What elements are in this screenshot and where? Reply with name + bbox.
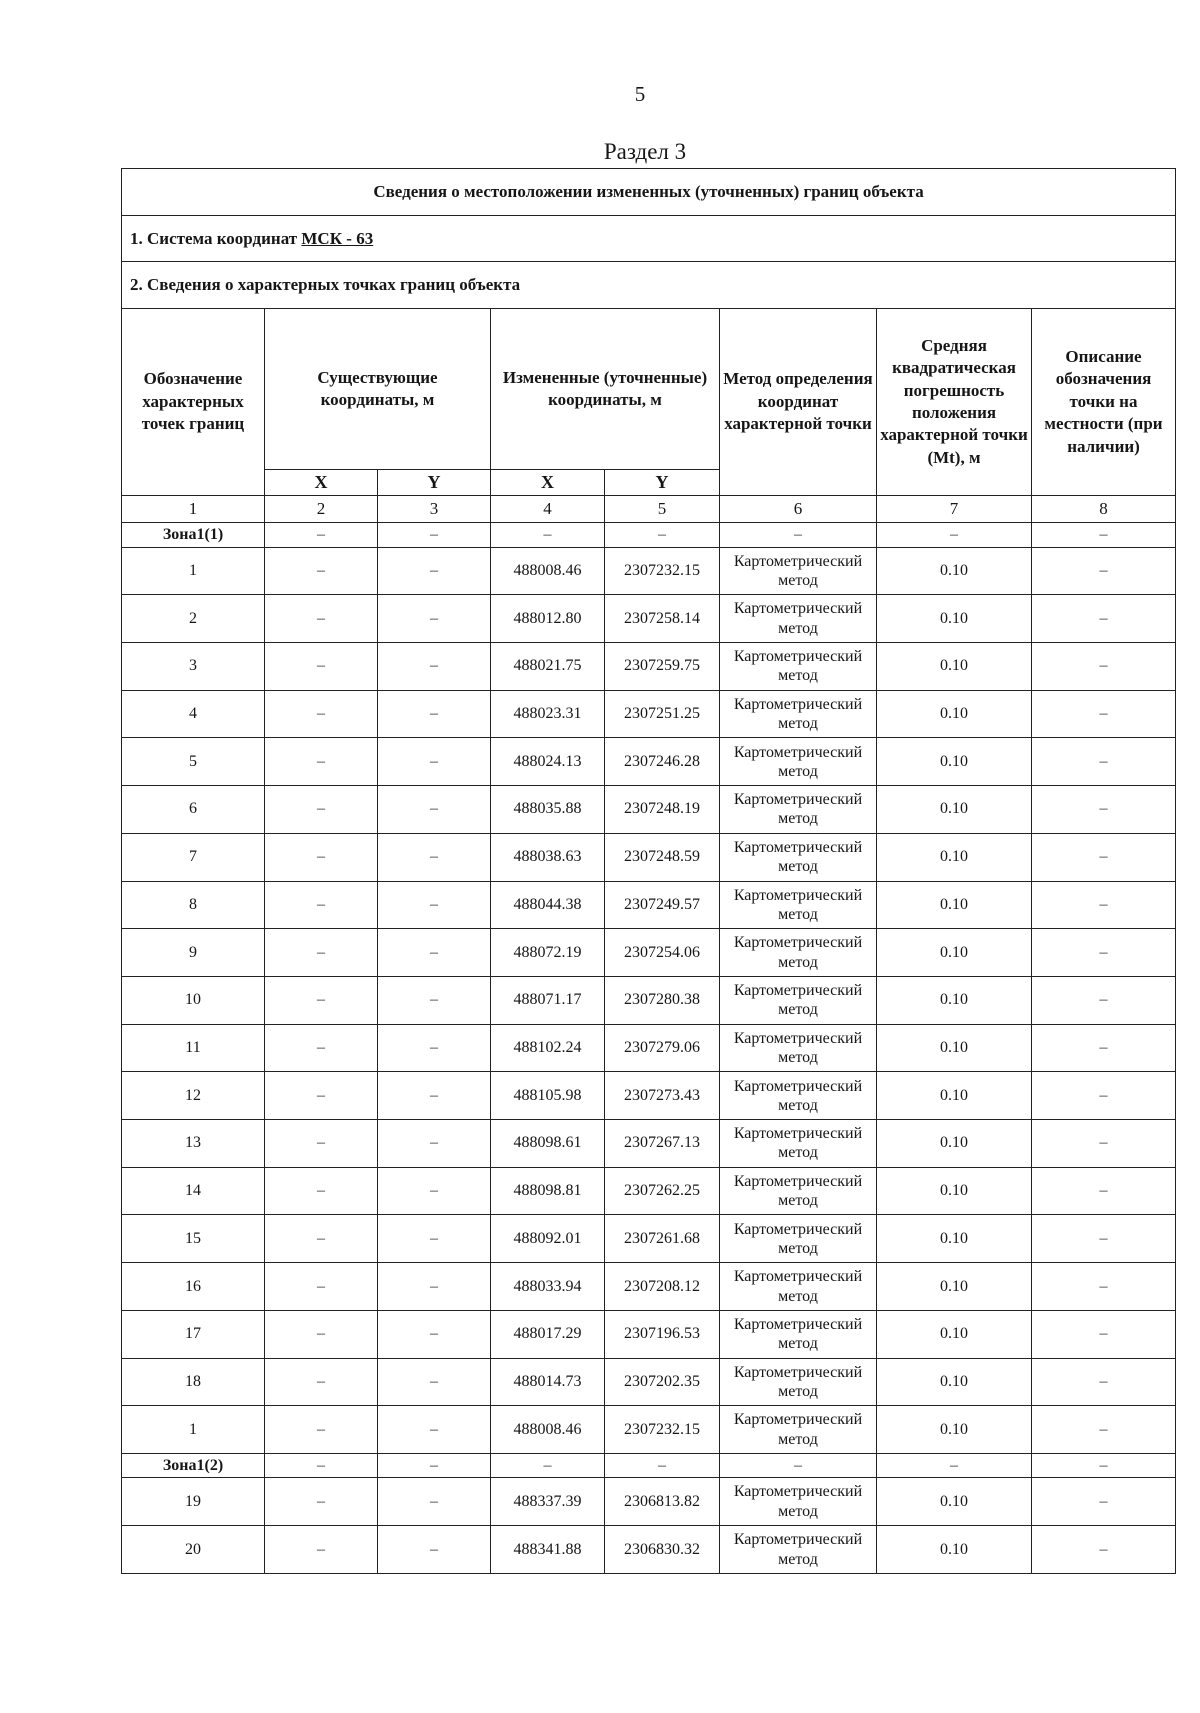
page-number: 5 xyxy=(634,82,646,106)
column-number: 2 xyxy=(265,495,378,522)
existing-y: – xyxy=(378,1120,491,1168)
description: – xyxy=(1032,643,1176,691)
points-heading: 2. Сведения о характерных точках границ объекта xyxy=(122,262,1176,309)
existing-y: – xyxy=(378,1478,491,1526)
empty-cell: – xyxy=(265,1453,378,1477)
existing-y: – xyxy=(378,595,491,643)
point-label: 20 xyxy=(122,1526,265,1574)
description: – xyxy=(1032,1526,1176,1574)
table-row xyxy=(122,1406,1176,1454)
zone-row xyxy=(122,523,1176,547)
changed-x: 488017.29 xyxy=(491,1310,605,1358)
existing-x: – xyxy=(265,547,378,595)
method: Картометрический метод xyxy=(720,547,877,595)
changed-x: 488008.46 xyxy=(491,1406,605,1454)
existing-y: – xyxy=(378,833,491,881)
table-row xyxy=(122,547,1176,595)
changed-y: 2307258.14 xyxy=(605,595,720,643)
boundary-points-table xyxy=(121,168,1176,1574)
existing-x: – xyxy=(265,1072,378,1120)
empty-cell: – xyxy=(720,523,877,547)
changed-y: 2307254.06 xyxy=(605,929,720,977)
point-label: 5 xyxy=(122,738,265,786)
empty-cell: – xyxy=(720,1453,877,1477)
table-row xyxy=(122,1215,1176,1263)
changed-y: 2307279.06 xyxy=(605,1024,720,1072)
header-point-label: Обозначение характерных точек границ xyxy=(122,309,265,496)
method: Картометрический метод xyxy=(720,690,877,738)
method: Картометрический метод xyxy=(720,976,877,1024)
point-label: 6 xyxy=(122,786,265,834)
header-changed-y: Y xyxy=(605,470,720,495)
existing-x: – xyxy=(265,881,378,929)
changed-y: 2307232.15 xyxy=(605,1406,720,1454)
changed-y: 2307267.13 xyxy=(605,1120,720,1168)
mt-value: 0.10 xyxy=(877,1310,1032,1358)
mt-value: 0.10 xyxy=(877,1120,1032,1168)
empty-cell: – xyxy=(378,523,491,547)
existing-x: – xyxy=(265,833,378,881)
mt-value: 0.10 xyxy=(877,1263,1032,1311)
existing-y: – xyxy=(378,786,491,834)
empty-cell: – xyxy=(605,1453,720,1477)
description: – xyxy=(1032,786,1176,834)
changed-y: 2307273.43 xyxy=(605,1072,720,1120)
description: – xyxy=(1032,929,1176,977)
existing-x: – xyxy=(265,976,378,1024)
empty-cell: – xyxy=(491,523,605,547)
mt-value: 0.10 xyxy=(877,1215,1032,1263)
changed-x: 488044.38 xyxy=(491,881,605,929)
description: – xyxy=(1032,1478,1176,1526)
mt-value: 0.10 xyxy=(877,643,1032,691)
description: – xyxy=(1032,1072,1176,1120)
method: Картометрический метод xyxy=(720,643,877,691)
description: – xyxy=(1032,1120,1176,1168)
description: – xyxy=(1032,1263,1176,1311)
existing-y: – xyxy=(378,976,491,1024)
existing-x: – xyxy=(265,1310,378,1358)
mt-value: 0.10 xyxy=(877,786,1032,834)
description: – xyxy=(1032,1358,1176,1406)
header-existing-x: X xyxy=(265,470,378,495)
changed-x: 488023.31 xyxy=(491,690,605,738)
coord-system xyxy=(122,215,1176,262)
changed-y: 2307262.25 xyxy=(605,1167,720,1215)
table-title-row xyxy=(122,169,1176,216)
changed-y: 2307251.25 xyxy=(605,690,720,738)
existing-x: – xyxy=(265,1406,378,1454)
mt-value: 0.10 xyxy=(877,881,1032,929)
table-row xyxy=(122,976,1176,1024)
description: – xyxy=(1032,1215,1176,1263)
description: – xyxy=(1032,547,1176,595)
existing-x: – xyxy=(265,1120,378,1168)
existing-y: – xyxy=(378,1358,491,1406)
existing-x: – xyxy=(265,786,378,834)
coord-system-row xyxy=(122,215,1176,262)
point-label: 13 xyxy=(122,1120,265,1168)
point-label: 18 xyxy=(122,1358,265,1406)
changed-y: 2307246.28 xyxy=(605,738,720,786)
table-row xyxy=(122,690,1176,738)
point-label: 14 xyxy=(122,1167,265,1215)
mt-value: 0.10 xyxy=(877,1406,1032,1454)
point-label: 8 xyxy=(122,881,265,929)
table-row xyxy=(122,643,1176,691)
changed-y: 2307248.59 xyxy=(605,833,720,881)
description: – xyxy=(1032,738,1176,786)
mt-value: 0.10 xyxy=(877,1072,1032,1120)
method: Картометрический метод xyxy=(720,1406,877,1454)
empty-cell: – xyxy=(605,523,720,547)
mt-value: 0.10 xyxy=(877,929,1032,977)
existing-y: – xyxy=(378,643,491,691)
changed-x: 488102.24 xyxy=(491,1024,605,1072)
point-label: 1 xyxy=(122,1406,265,1454)
point-label: 2 xyxy=(122,595,265,643)
mt-value: 0.10 xyxy=(877,1478,1032,1526)
mt-value: 0.10 xyxy=(877,833,1032,881)
point-label: 17 xyxy=(122,1310,265,1358)
header-mt: Средняя квадратическая погрешность положения характерной точки (Mt), м xyxy=(877,309,1032,496)
table-row xyxy=(122,1263,1176,1311)
changed-x: 488092.01 xyxy=(491,1215,605,1263)
changed-x: 488098.61 xyxy=(491,1120,605,1168)
zone-row xyxy=(122,1453,1176,1477)
changed-x: 488105.98 xyxy=(491,1072,605,1120)
changed-y: 2306830.32 xyxy=(605,1526,720,1574)
table-title: Сведения о местоположении измененных (уточненных) границ объекта xyxy=(122,169,1176,216)
table-row xyxy=(122,1024,1176,1072)
table-body xyxy=(122,169,1176,1574)
changed-y: 2307249.57 xyxy=(605,881,720,929)
empty-cell: – xyxy=(877,1453,1032,1477)
description: – xyxy=(1032,1310,1176,1358)
zone-label: Зона1(1) xyxy=(122,523,265,547)
existing-y: – xyxy=(378,738,491,786)
mt-value: 0.10 xyxy=(877,738,1032,786)
column-number: 4 xyxy=(491,495,605,522)
existing-x: – xyxy=(265,595,378,643)
existing-x: – xyxy=(265,690,378,738)
column-number: 1 xyxy=(122,495,265,522)
point-label: 16 xyxy=(122,1263,265,1311)
changed-y: 2307202.35 xyxy=(605,1358,720,1406)
description: – xyxy=(1032,595,1176,643)
method: Картометрический метод xyxy=(720,1478,877,1526)
existing-y: – xyxy=(378,547,491,595)
changed-x: 488021.75 xyxy=(491,643,605,691)
column-number: 8 xyxy=(1032,495,1176,522)
changed-x: 488024.13 xyxy=(491,738,605,786)
mt-value: 0.10 xyxy=(877,976,1032,1024)
table-row xyxy=(122,1120,1176,1168)
table-row xyxy=(122,1310,1176,1358)
existing-y: – xyxy=(378,929,491,977)
empty-cell: – xyxy=(265,523,378,547)
changed-x: 488098.81 xyxy=(491,1167,605,1215)
changed-x: 488341.88 xyxy=(491,1526,605,1574)
method: Картометрический метод xyxy=(720,595,877,643)
method: Картометрический метод xyxy=(720,1024,877,1072)
point-label: 15 xyxy=(122,1215,265,1263)
changed-y: 2307248.19 xyxy=(605,786,720,834)
existing-y: – xyxy=(378,1024,491,1072)
existing-x: – xyxy=(265,1024,378,1072)
existing-x: – xyxy=(265,1167,378,1215)
method: Картометрический метод xyxy=(720,1120,877,1168)
method: Картометрический метод xyxy=(720,1072,877,1120)
coord-system-value: МСК - 63 xyxy=(301,228,374,248)
section-title: Раздел 3 xyxy=(603,139,687,164)
method: Картометрический метод xyxy=(720,1310,877,1358)
point-label: 19 xyxy=(122,1478,265,1526)
column-number: 5 xyxy=(605,495,720,522)
table-row xyxy=(122,881,1176,929)
description: – xyxy=(1032,1167,1176,1215)
header-existing-y: Y xyxy=(378,470,491,495)
existing-y: – xyxy=(378,1263,491,1311)
table-row xyxy=(122,1358,1176,1406)
changed-x: 488337.39 xyxy=(491,1478,605,1526)
existing-y: – xyxy=(378,1526,491,1574)
changed-x: 488012.80 xyxy=(491,595,605,643)
point-label: 1 xyxy=(122,547,265,595)
header-existing-coords: Существующие координаты, м xyxy=(265,309,491,470)
point-label: 7 xyxy=(122,833,265,881)
header-changed-x: X xyxy=(491,470,605,495)
changed-y: 2307259.75 xyxy=(605,643,720,691)
description: – xyxy=(1032,690,1176,738)
description: – xyxy=(1032,976,1176,1024)
point-label: 9 xyxy=(122,929,265,977)
table-row xyxy=(122,595,1176,643)
existing-y: – xyxy=(378,1406,491,1454)
column-number: 3 xyxy=(378,495,491,522)
zone-label: Зона1(2) xyxy=(122,1453,265,1477)
existing-y: – xyxy=(378,1215,491,1263)
header-changed-coords: Измененные (уточненные) координаты, м xyxy=(491,309,720,470)
mt-value: 0.10 xyxy=(877,595,1032,643)
table-row xyxy=(122,1526,1176,1574)
description: – xyxy=(1032,833,1176,881)
existing-x: – xyxy=(265,929,378,977)
point-label: 12 xyxy=(122,1072,265,1120)
existing-y: – xyxy=(378,1167,491,1215)
table-row xyxy=(122,738,1176,786)
method: Картометрический метод xyxy=(720,1526,877,1574)
point-label: 11 xyxy=(122,1024,265,1072)
mt-value: 0.10 xyxy=(877,1167,1032,1215)
table-row xyxy=(122,1167,1176,1215)
changed-y: 2307280.38 xyxy=(605,976,720,1024)
method: Картометрический метод xyxy=(720,881,877,929)
mt-value: 0.10 xyxy=(877,690,1032,738)
header-description: Описание обозначения точки на местности (при наличии) xyxy=(1032,309,1176,496)
empty-cell: – xyxy=(491,1453,605,1477)
method: Картометрический метод xyxy=(720,738,877,786)
method: Картометрический метод xyxy=(720,1263,877,1311)
empty-cell: – xyxy=(378,1453,491,1477)
existing-y: – xyxy=(378,881,491,929)
changed-y: 2307232.15 xyxy=(605,547,720,595)
existing-y: – xyxy=(378,690,491,738)
empty-cell: – xyxy=(877,523,1032,547)
point-label: 4 xyxy=(122,690,265,738)
existing-y: – xyxy=(378,1072,491,1120)
point-label: 3 xyxy=(122,643,265,691)
header-row xyxy=(122,309,1176,470)
table-row xyxy=(122,833,1176,881)
changed-y: 2306813.82 xyxy=(605,1478,720,1526)
column-number: 6 xyxy=(720,495,877,522)
changed-x: 488014.73 xyxy=(491,1358,605,1406)
coord-system-label: 1. Система координат xyxy=(130,228,298,248)
description: – xyxy=(1032,1024,1176,1072)
existing-y: – xyxy=(378,1310,491,1358)
changed-x: 488038.63 xyxy=(491,833,605,881)
existing-x: – xyxy=(265,643,378,691)
point-label: 10 xyxy=(122,976,265,1024)
mt-value: 0.10 xyxy=(877,1024,1032,1072)
method: Картометрический метод xyxy=(720,1358,877,1406)
changed-x: 488033.94 xyxy=(491,1263,605,1311)
empty-cell: – xyxy=(1032,523,1176,547)
table-row xyxy=(122,1072,1176,1120)
table-row xyxy=(122,929,1176,977)
empty-cell: – xyxy=(1032,1453,1176,1477)
points-heading-row xyxy=(122,262,1176,309)
method: Картометрический метод xyxy=(720,833,877,881)
changed-y: 2307208.12 xyxy=(605,1263,720,1311)
changed-y: 2307261.68 xyxy=(605,1215,720,1263)
header-method: Метод определения координат характерной точки xyxy=(720,309,877,496)
changed-x: 488071.17 xyxy=(491,976,605,1024)
changed-y: 2307196.53 xyxy=(605,1310,720,1358)
column-number: 7 xyxy=(877,495,1032,522)
mt-value: 0.10 xyxy=(877,547,1032,595)
existing-x: – xyxy=(265,1263,378,1311)
existing-x: – xyxy=(265,1478,378,1526)
method: Картометрический метод xyxy=(720,786,877,834)
table-row xyxy=(122,1478,1176,1526)
mt-value: 0.10 xyxy=(877,1358,1032,1406)
changed-x: 488072.19 xyxy=(491,929,605,977)
table-row xyxy=(122,786,1176,834)
method: Картометрический метод xyxy=(720,1215,877,1263)
column-number-row xyxy=(122,495,1176,522)
changed-x: 488035.88 xyxy=(491,786,605,834)
existing-x: – xyxy=(265,1215,378,1263)
description: – xyxy=(1032,881,1176,929)
existing-x: – xyxy=(265,1526,378,1574)
mt-value: 0.10 xyxy=(877,1526,1032,1574)
description: – xyxy=(1032,1406,1176,1454)
existing-x: – xyxy=(265,1358,378,1406)
changed-x: 488008.46 xyxy=(491,547,605,595)
method: Картометрический метод xyxy=(720,1167,877,1215)
existing-x: – xyxy=(265,738,378,786)
method: Картометрический метод xyxy=(720,929,877,977)
